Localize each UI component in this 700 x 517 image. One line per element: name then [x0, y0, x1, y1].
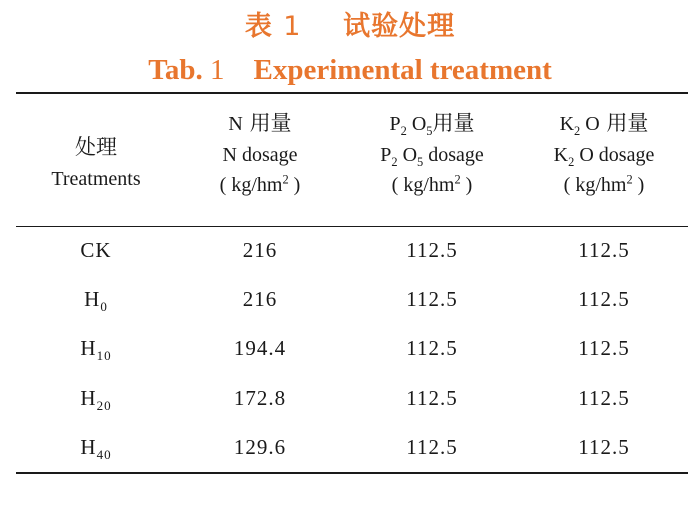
cell-treatment: $H_{20}$ — [80, 385, 112, 413]
table-top-rule — [16, 92, 688, 94]
header-n-en: N dosage — [222, 143, 298, 166]
title-cn-prefix: 表 — [244, 11, 273, 42]
cell-treatment: $H_0$ — [84, 287, 108, 315]
header-treatments-cn: 处理 — [75, 135, 117, 159]
cell-p-dosage: 112.5 — [406, 385, 458, 410]
cell-k-dosage: 112.5 — [578, 385, 630, 410]
table-body — [16, 228, 688, 474]
table-title-english — [0, 54, 700, 87]
title-cn-number: 1 — [283, 11, 302, 42]
cell-n-dosage: 216 — [242, 287, 278, 312]
title-cn-text: 试验处理 — [343, 11, 456, 42]
title-en-prefix: Tab. — [148, 54, 203, 86]
cell-p-dosage: 112.5 — [406, 434, 458, 459]
cell-k-dosage: 112.5 — [578, 336, 630, 361]
cell-p-dosage: 112.5 — [406, 287, 458, 312]
header-n-unit: ( $kg/hm^2$ ) — [219, 172, 301, 197]
table-bottom-rule — [16, 472, 688, 474]
cell-treatment: $H_{10}$ — [80, 336, 112, 364]
cell-k-dosage: 112.5 — [578, 238, 630, 262]
header-n-cn: N 用量 — [228, 111, 292, 135]
table-row — [16, 326, 688, 375]
header-p-unit: ( $kg/hm^2$ ) — [391, 172, 473, 197]
title-en-number: 1 — [210, 54, 225, 86]
cell-p-dosage: 112.5 — [406, 238, 458, 262]
table-row — [16, 277, 688, 326]
cell-treatment: CK — [80, 238, 112, 262]
table-title-chinese — [0, 4, 700, 43]
table-header-rule — [16, 226, 688, 227]
cell-n-dosage: 172.8 — [233, 385, 287, 410]
cell-treatment: $H_{40}$ — [80, 434, 112, 462]
cell-n-dosage: 216 — [242, 238, 278, 262]
table-row — [16, 376, 688, 425]
header-k-unit: ( $kg/hm^2$ ) — [563, 172, 645, 197]
header-p-en: $P_2$ $O_5$ dosage — [380, 143, 484, 169]
header-k-dosage — [520, 108, 688, 201]
table-row — [16, 425, 688, 474]
header-k-en: $K_2$ O dosage — [553, 143, 655, 169]
header-k-cn: $K_2$ O 用量 — [559, 111, 649, 138]
header-treatments-en: Treatments — [51, 167, 141, 190]
table-row — [16, 228, 688, 277]
header-p-dosage — [344, 108, 520, 201]
header-p-cn: $P_2$ $O_5$用量 — [389, 111, 475, 138]
cell-n-dosage: 129.6 — [233, 434, 287, 459]
cell-k-dosage: 112.5 — [578, 287, 630, 312]
cell-k-dosage: 112.5 — [578, 434, 630, 459]
header-n-dosage — [176, 108, 344, 201]
cell-n-dosage: 194.4 — [233, 336, 287, 361]
cell-p-dosage: 112.5 — [406, 336, 458, 361]
header-treatments — [16, 132, 176, 194]
title-en-text: Experimental treatment — [253, 54, 552, 86]
